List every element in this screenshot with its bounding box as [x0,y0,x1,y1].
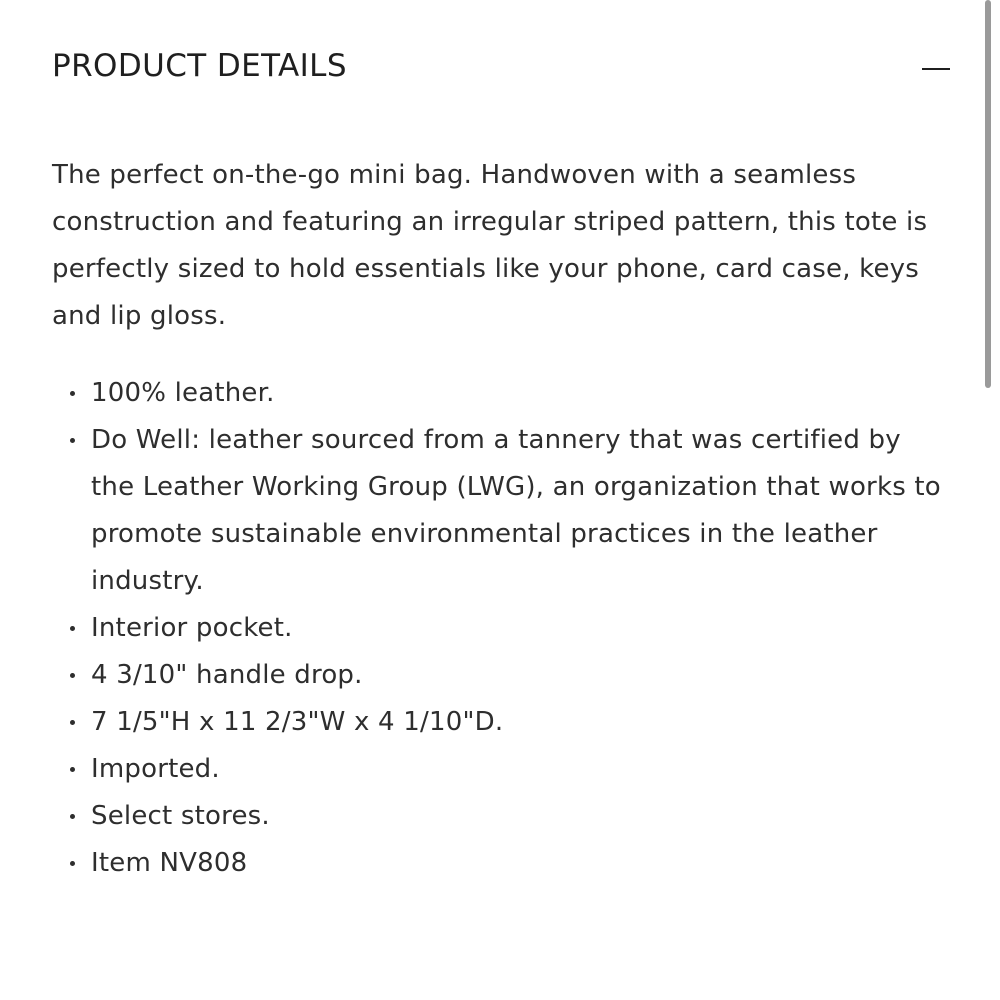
feature-text: Do Well: leather sourced from a tannery that was certified by the Leather Working Group (LWG), an organization that works to promote sustainable environmental practices in the leather industry. [91,425,941,596]
feature-text: Select stores. [91,801,270,831]
collapse-button[interactable] [912,44,952,88]
bullet-dot [70,626,75,631]
minus-icon [922,68,950,70]
product-description: The perfect on-the-go mini bag. Handwoven with a seamless construction and featuring an irregular striped pattern, this tote is perfectly sized to hold essentials like your phone, card case, keys and lip gloss. [52,160,928,331]
product-details-header[interactable] [52,44,952,88]
section-title: PRODUCT DETAILS [52,48,347,84]
feature-text: 4 3/10" handle drop. [91,660,363,690]
bullet-dot [70,391,75,396]
bullet-dot [70,438,75,443]
bullet-dot [70,720,75,725]
bullet-dot [70,673,75,678]
feature-item [52,652,952,699]
feature-text: 100% leather. [91,378,275,408]
feature-item [52,605,952,652]
vertical-scrollbar[interactable] [986,0,994,1000]
bullet-dot [70,861,75,866]
scrollbar-thumb[interactable] [985,0,991,388]
feature-text: Item NV808 [91,848,248,878]
feature-item [52,793,952,840]
feature-item [52,840,952,887]
bullet-dot [70,814,75,819]
product-feature-list [52,370,952,887]
feature-text: 7 1/5"H x 11 2/3"W x 4 1/10"D. [91,707,504,737]
feature-item [52,370,952,417]
bullet-dot [70,767,75,772]
feature-text: Imported. [91,754,220,784]
feature-item [52,699,952,746]
feature-item [52,746,952,793]
feature-text: Interior pocket. [91,613,293,643]
feature-item [52,417,952,605]
